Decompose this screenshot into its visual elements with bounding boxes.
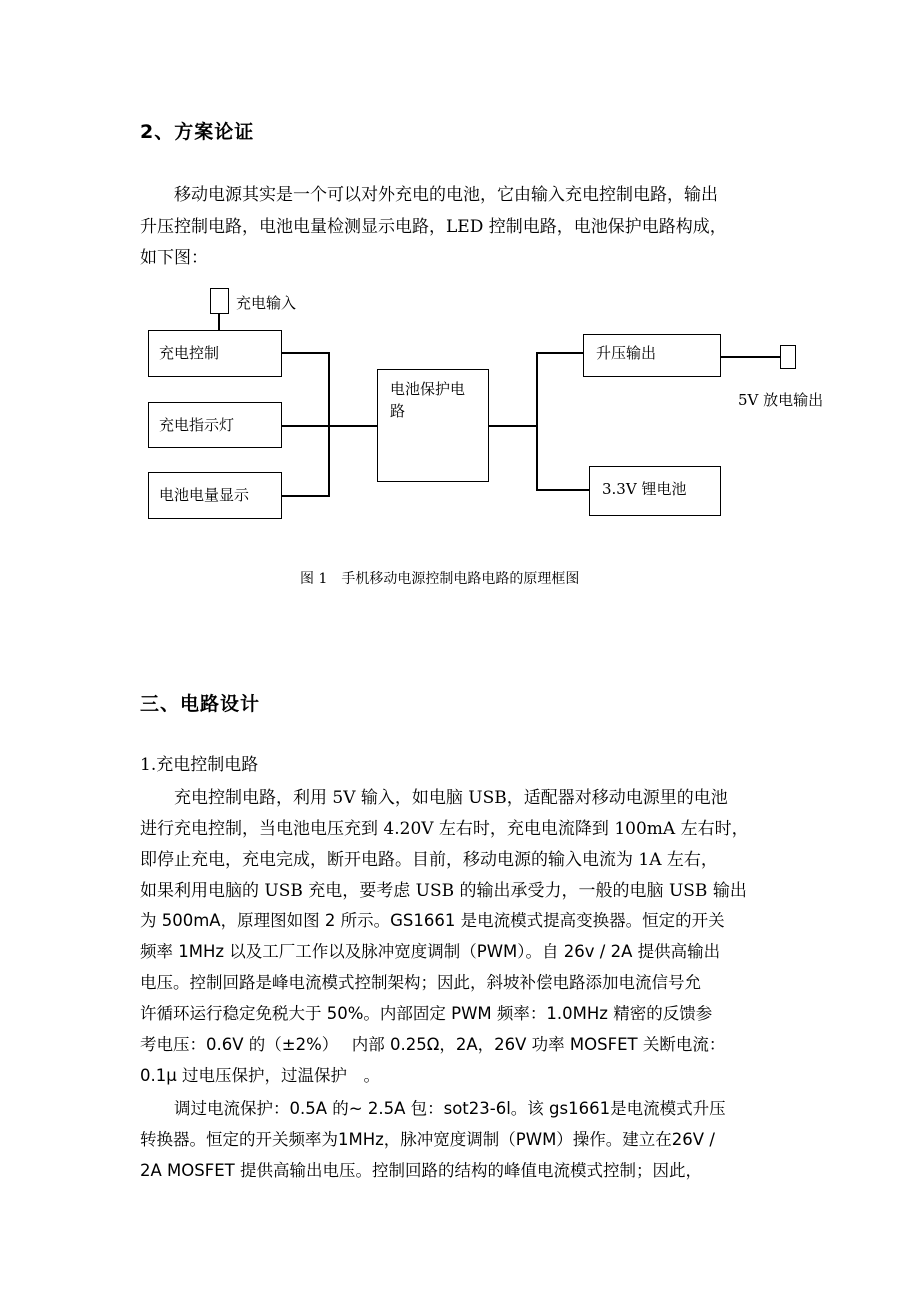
subheading: 1.充电控制电路 [140,755,259,775]
figure-caption: 图 1 手机移动电源控制电路电路的原理框图 [300,571,580,587]
paragraph-line: 即停止充电，充电完成，断开电路。目前，移动电源的输入电流为 1A 左右， [140,850,718,870]
paragraph-line: 如果利用电脑的 USB 充电，要考虑 USB 的输出承受力，一般的电脑 USB 输出 [140,881,747,901]
wire [536,489,590,491]
lithium-battery-box [589,466,721,516]
input-label: 充电输入 [236,294,297,312]
paragraph-line: 调过电流保护：0.5A 的~ 2.5A 包：sot23-6l。该 gs1661是电流模式升压 [174,1099,726,1118]
wire [282,425,378,427]
paragraph-line: 为 500mA，原理图如图 2 所示。GS1661 是电流模式提高变换器。恒定的开关 [140,911,725,930]
battery-display-box [148,472,282,519]
paragraph-line: 充电控制电路，利用 5V 输入，如电脑 USB，适配器对移动电源里的电池 [174,788,728,808]
section-3-heading: 三、电路设计 [140,693,261,715]
input-wire [218,314,220,330]
charge-control-box [148,330,282,377]
paragraph-line: 许循环运行稳定免税大于 50%。内部固定 PWM 频率：1.0MHz 精密的反馈参 [140,1004,713,1023]
bus-wire [328,352,330,497]
output-wire [721,356,781,358]
battery-display-label: 电池电量显示 [159,486,250,504]
paragraph-line: 电压。控制回路是峰电流模式控制架构；因此，斜坡补偿电路添加电流信号允 [140,973,701,992]
paragraph-line: 转换器。恒定的开关频率为1MHz，脉冲宽度调制（PWM）操作。建立在26V / [140,1130,715,1149]
charge-indicator-box [148,402,282,448]
discharge-output-label: 5V 放电输出 [738,391,824,409]
bus-wire [536,352,538,490]
output-connector [780,345,796,369]
battery-protection-box [377,369,489,482]
wire [282,352,329,354]
paragraph-line: 如下图： [140,248,208,268]
paragraph-line: 进行充电控制，当电池电压充到 4.20V 左右时，充电电流降到 100mA 左右时， [140,819,749,839]
wire [536,352,584,354]
paragraph-line: 升压控制电路，电池电量检测显示电路，LED 控制电路，电池保护电路构成， [140,217,727,237]
paragraph-line: 移动电源其实是一个可以对外充电的电池，它由输入充电控制电路，输出 [174,185,718,205]
paragraph-line: 2A MOSFET 提供高输出电压。控制回路的结构的峰值电流模式控制；因此， [140,1161,702,1180]
paragraph-line: 频率 1MHz 以及工厂工作以及脉冲宽度调制（PWM）。自 26v / 2A 提供高输出 [140,942,721,961]
charge-indicator-label: 充电指示灯 [159,416,235,434]
input-connector [210,288,229,314]
boost-output-box [583,334,721,377]
battery-protection-label: 电池保护电路 [390,380,466,420]
boost-output-label: 升压输出 [596,344,657,362]
lithium-battery-label: 3.3V 锂电池 [602,480,687,498]
paragraph-line: 0.1μ 过电压保护，过温保护 。 [140,1066,380,1085]
section-2-heading: 2、方案论证 [140,121,255,143]
paragraph-line: 考电压：0.6V 的（±2%） 内部 0.25Ω，2A，26V 功率 MOSFET 关断电流： [140,1035,726,1054]
wire [282,495,329,497]
wire [489,425,537,427]
charge-control-label: 充电控制 [159,344,220,362]
